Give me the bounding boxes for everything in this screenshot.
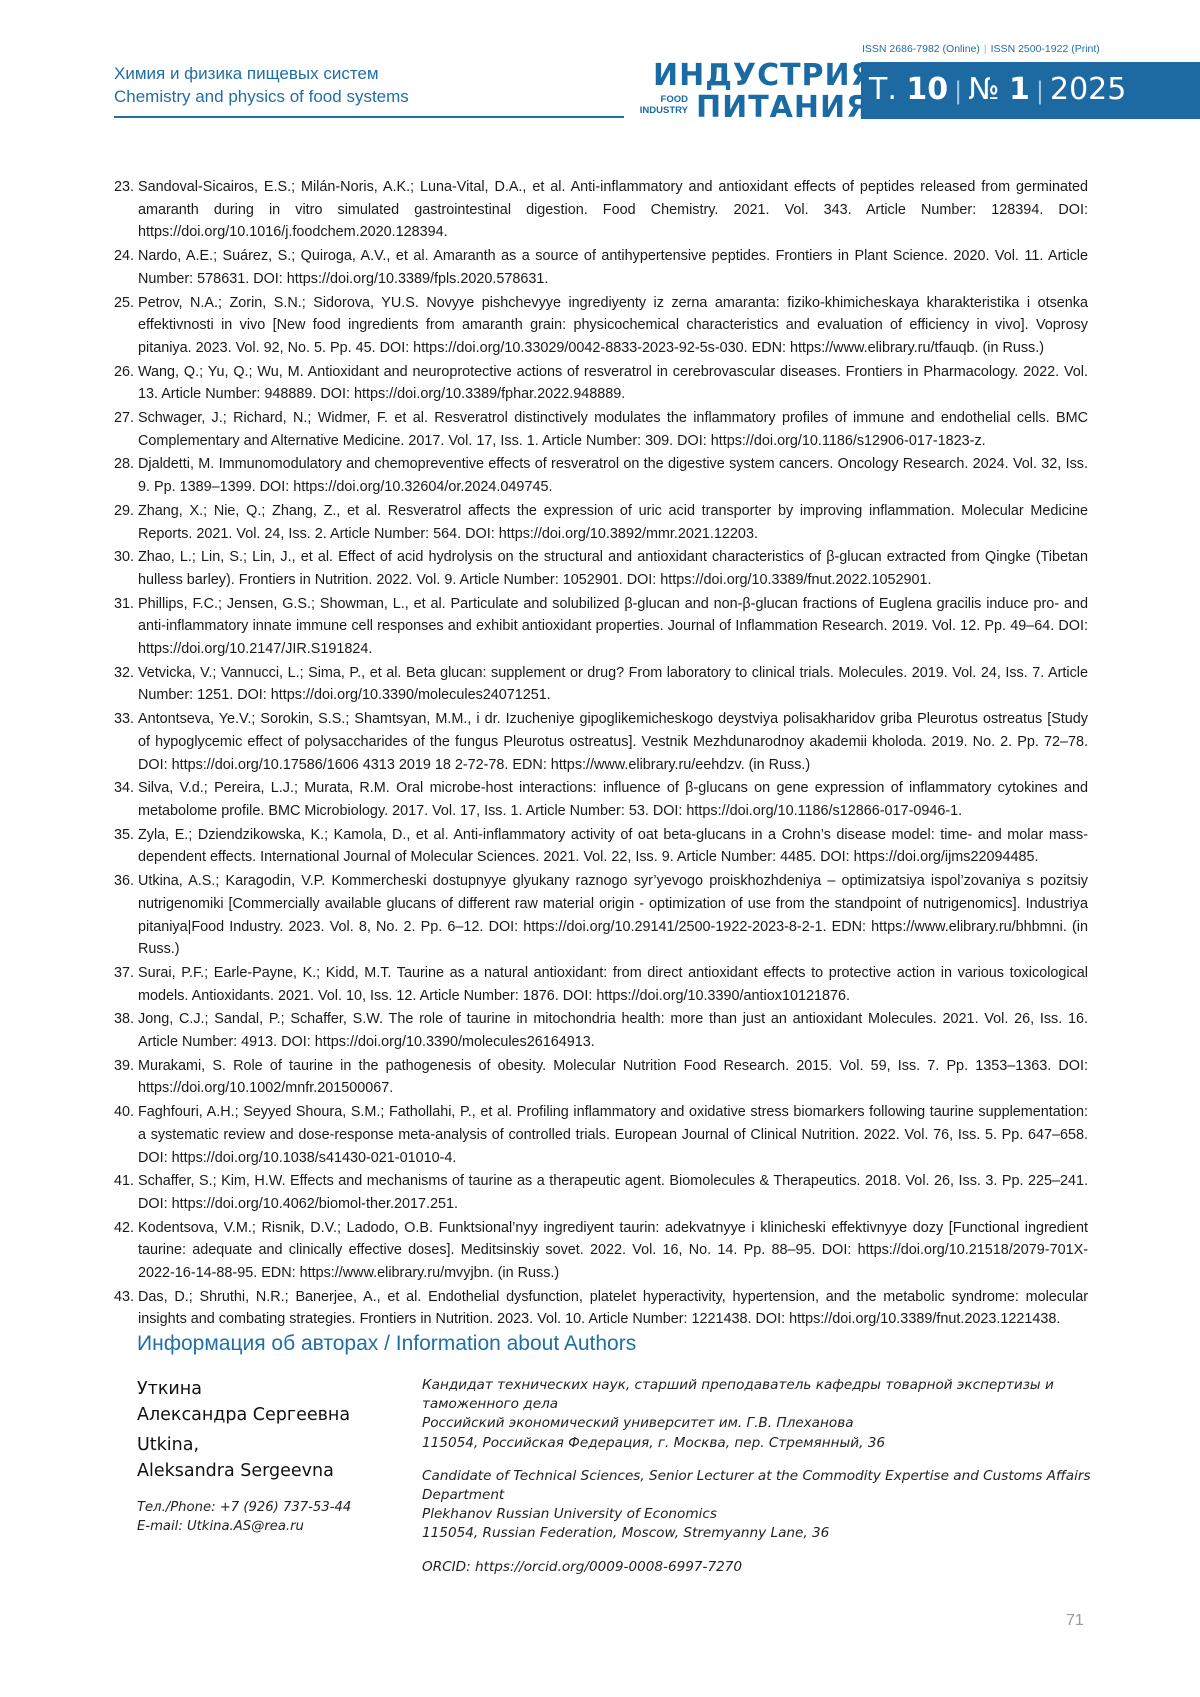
reference-item — [114, 500, 1088, 545]
reference-item — [114, 1286, 1088, 1331]
reference-number: 23. — [114, 176, 134, 199]
volume-label: Т. — [869, 72, 897, 107]
logo-small-1: FOOD — [632, 94, 688, 105]
organization-en: Plekhanov Russian University of Economics — [422, 1506, 717, 1522]
reference-text: Zhang, X.; Nie, Q.; Zhang, Z., et al. Resveratrol affects the expression of uric acid transporter by improving inflammation. Molecular Medicine Reports. 2021. Vol. 24, Iss. 2. Article Number: 564. DOI: https://doi.org/10.3892/mmr.2021.12203. — [138, 503, 1088, 542]
reference-text: Vetvicka, V.; Vannucci, L.; Sima, P., et al. Beta glucan: supplement or drug? From laboratory to clinical trials. Molecules. 2019. Vol. 24, Iss. 7. Article Number: 1251. DOI: https://doi.org/10.3390/molecules24071251. — [138, 665, 1088, 704]
reference-text: Silva, V.d.; Pereira, L.J.; Murata, R.M. Oral microbe-host interactions: influence of β-glucans on gene expression of inflammatory cytokines and metabolome profile. BMC Microbiology. 2017. Vol. 17, Iss. 1. Article Number: 53. DOI: https://doi.org/10.1186/s12866-017-0946-1. — [138, 780, 1088, 819]
address-ru: 115054, Российская Федерация, г. Москва, пер. Стремянный, 36 — [422, 1435, 885, 1451]
reference-item — [114, 292, 1088, 360]
reference-text: Das, D.; Shruthi, N.R.; Banerjee, A., et al. Endothelial dysfunction, platelet hyperactivity, hypertension, and the metabolic syndrome: molecular insights and combating strategies. Frontiers in Nutrition. 2023. Vol. 10. Article Number: 1221438. DOI: https://doi.org/10.3389/fnut.2023.1221438. — [138, 1289, 1088, 1328]
reference-number: 39. — [114, 1055, 134, 1078]
issue-year: 2025 — [1050, 72, 1126, 107]
reference-item — [114, 1170, 1088, 1215]
reference-text: Utkina, A.S.; Karagodin, V.P. Kommercheski dostupnyye glyukany raznogo syr’yevogo proiskhozhdeniya – optimizatsiya ispol’zovaniya s pozitsiy nutrigenomiki [Commercially available glucans of different raw material origin - optimization of use from the standpoint of nutrigenomics]. Industriya pitaniya|Food Industry. 2023. Vol. 8, No. 2. Pp. 6–12. DOI: https://doi.org/10.29141/2500-1922-2023-8-2-1. EDN: https://www.elibrary.ru/bhbmni. (in Russ.) — [138, 873, 1088, 957]
position-en: Candidate of Technical Sciences, Senior Lecturer at the Commodity Expertise and Customs Affairs Department — [422, 1468, 1091, 1503]
author-surname-ru: Уткина — [137, 1376, 417, 1402]
volume-number: 10 — [906, 72, 948, 107]
reference-item — [114, 824, 1088, 869]
issue-separator: | — [954, 77, 962, 105]
author-surname-en: Utkina, — [137, 1432, 417, 1458]
reference-number: 38. — [114, 1008, 134, 1031]
header-rule — [114, 116, 624, 118]
reference-number: 35. — [114, 824, 134, 847]
reference-number: 25. — [114, 292, 134, 315]
year-separator: | — [1036, 77, 1044, 105]
issn-separator: | — [984, 43, 987, 55]
reference-number: 29. — [114, 500, 134, 523]
author-phone: Тел./Phone: +7 (926) 737-53-44 — [137, 1498, 417, 1517]
affiliation-en — [422, 1467, 1102, 1544]
issn-line — [862, 43, 1100, 55]
reference-item — [114, 1217, 1088, 1285]
journal-section-ru: Химия и физика пищевых систем — [114, 62, 409, 85]
reference-text: Djaldetti, M. Immunomodulatory and chemopreventive effects of resveratrol on the digestive system cancers. Oncology Research. 2024. Vol. 32, Iss. 9. Pp. 1389–1399. DOI: https://doi.org/10.32604/or.2024.049745. — [138, 456, 1088, 495]
author-name-ru — [137, 1376, 417, 1428]
reference-number: 28. — [114, 453, 134, 476]
issue-number: 1 — [1009, 72, 1030, 107]
reference-item — [114, 662, 1088, 707]
reference-text: Phillips, F.C.; Jensen, G.S.; Showman, L., et al. Particulate and solubilized β-glucan and non-β-glucan fractions of Euglena gracilis induce pro- and anti-inflammatory innate immune cell responses and exhibit antioxidant properties. Journal of Inflammation Research. 2019. Vol. 12. Pp. 49–64. DOI: https://doi.org/10.2147/JIR.S191824. — [138, 596, 1088, 657]
page-number: 71 — [1066, 1612, 1084, 1630]
reference-number: 24. — [114, 245, 134, 268]
reference-text: Kodentsova, V.M.; Risnik, D.V.; Ladodo, O.B. Funktsional’nyy ingrediyent taurin: adekvatnyye i klinicheski effektivnyye dozy [Functional ingredient taurine: adequate and clinically effective doses]. Meditsinskiy sovet. 2022. Vol. 16, No. 14. Pp. 88–95. DOI: https://doi.org/10.21518/2079-701X-2022-16-14-88-95. EDN: https://www.elibrary.ru/mvyjbn. (in Russ.) — [138, 1220, 1088, 1281]
reference-item — [114, 777, 1088, 822]
organization-ru: Российский экономический университет им. Г.В. Плеханова — [422, 1415, 854, 1431]
issue-badge — [861, 62, 1200, 119]
reference-item — [114, 546, 1088, 591]
reference-number: 33. — [114, 708, 134, 731]
reference-text: Surai, P.F.; Earle-Payne, K.; Kidd, M.T. Taurine as a natural antioxidant: from direct antioxidant effects to protective action in various toxicological models. Antioxidants. 2021. Vol. 10, Iss. 12. Article Number: 1876. DOI: https://doi.org/10.3390/antiox10121876. — [138, 965, 1088, 1004]
issn-online: ISSN 2686-7982 (Online) — [862, 43, 980, 55]
author-contacts — [137, 1498, 417, 1536]
reference-text: Zhao, L.; Lin, S.; Lin, J., et al. Effect of acid hydrolysis on the structural and antioxidant characteristics of β-glucan extracted from Qingke (Tibetan hulless barley). Frontiers in Nutrition. 2022. Vol. 9. Article Number: 1052901. DOI: https://doi.org/10.3389/fnut.2022.1052901. — [138, 549, 1088, 588]
reference-number: 31. — [114, 593, 134, 616]
reference-number: 27. — [114, 407, 134, 430]
reference-number: 34. — [114, 777, 134, 800]
reference-item — [114, 245, 1088, 290]
address-en: 115054, Russian Federation, Moscow, Stremyanny Lane, 36 — [422, 1525, 829, 1541]
issue-info — [869, 72, 1126, 109]
reference-text: Schaffer, S.; Kim, H.W. Effects and mechanisms of taurine as a therapeutic agent. Biomolecules & Therapeutics. 2018. Vol. 26, Iss. 3. Pp. 225–241. DOI: https://doi.org/10.4062/biomol-ther.2017.251. — [138, 1173, 1088, 1212]
reference-number: 37. — [114, 962, 134, 985]
logo-word-2: ПИТАНИЯ — [696, 92, 870, 124]
journal-logo — [630, 60, 860, 126]
affiliation-ru — [422, 1376, 1102, 1453]
journal-section-title — [114, 62, 409, 108]
author-given-ru: Александра Сергеевна — [137, 1402, 417, 1428]
reference-text: Jong, C.J.; Sandal, P.; Schaffer, S.W. The role of taurine in mitochondria health: more than just an antioxidant Molecules. 2021. Vol. 26, Iss. 16. Article Number: 4913. DOI: https://doi.org/10.3390/molecules26164913. — [138, 1011, 1088, 1050]
reference-number: 41. — [114, 1170, 134, 1193]
reference-number: 26. — [114, 361, 134, 384]
reference-text: Wang, Q.; Yu, Q.; Wu, M. Antioxidant and neuroprotective actions of resveratrol in cerebrovascular diseases. Frontiers in Pharmacology. 2022. Vol. 13. Article Number: 948889. DOI: https://doi.org/10.3389/fphar.2022.948889. — [138, 364, 1088, 403]
position-ru: Кандидат технических наук, старший преподаватель кафедры товарной экспертизы и таможенного дела — [422, 1377, 1054, 1412]
issue-label: № — [968, 72, 999, 107]
author-given-en: Aleksandra Sergeevna — [137, 1458, 417, 1484]
reference-text: Schwager, J.; Richard, N.; Widmer, F. et al. Resveratrol distinctively modulates the inflammatory profiles of immune and endothelial cells. BMC Complementary and Alternative Medicine. 2017. Vol. 17, Iss. 1. Article Number: 309. DOI: https://doi.org/10.1186/s12906-017-1823-z. — [138, 410, 1088, 449]
reference-item — [114, 453, 1088, 498]
reference-text: Zyla, E.; Dziendzikowska, K.; Kamola, D., et al. Anti-inflammatory activity of oat beta-glucans in a Crohn’s disease model: time- and molar mass-dependent effects. International Journal of Molecular Sciences. 2021. Vol. 22, Iss. 9. Article Number: 4485. DOI: https://doi.org/ijms22094485. — [138, 827, 1088, 866]
author-orcid: ORCID: https://orcid.org/0009-0008-6997-7270 — [422, 1558, 1102, 1577]
reference-number: 43. — [114, 1286, 134, 1309]
author-affiliation — [422, 1376, 1102, 1591]
author-identity — [137, 1376, 417, 1536]
reference-number: 42. — [114, 1217, 134, 1240]
issn-print: ISSN 2500-1922 (Print) — [991, 43, 1100, 55]
reference-item — [114, 708, 1088, 776]
reference-item — [114, 1008, 1088, 1053]
journal-section-en: Chemistry and physics of food systems — [114, 85, 409, 108]
reference-number: 36. — [114, 870, 134, 893]
reference-list — [114, 176, 1088, 1332]
logo-word-1: ИНДУСТРИЯ — [653, 60, 875, 92]
reference-number: 30. — [114, 546, 134, 569]
reference-text: Nardo, A.E.; Suárez, S.; Quiroga, A.V., et al. Amaranth as a source of antihypertensive peptides. Frontiers in Plant Science. 2020. Vol. 11. Article Number: 578631. DOI: https://doi.org/10.3389/fpls.2020.578631. — [138, 248, 1088, 287]
author-email: E-mail: Utkina.AS@rea.ru — [137, 1517, 417, 1536]
reference-item — [114, 962, 1088, 1007]
logo-small-2: INDUSTRY — [632, 105, 688, 116]
reference-item — [114, 361, 1088, 406]
reference-item — [114, 593, 1088, 661]
reference-text: Faghfouri, A.H.; Seyyed Shoura, S.M.; Fathollahi, P., et al. Profiling inflammatory and oxidative stress biomarkers following taurine supplementation: a systematic review and dose-response meta-analysis of controlled trials. European Journal of Clinical Nutrition. 2022. Vol. 76, Iss. 5. Pp. 647–658. DOI: https://doi.org/10.1038/s41430-021-01010-4. — [138, 1104, 1088, 1165]
author-name-en — [137, 1432, 417, 1484]
reference-text: Antontseva, Ye.V.; Sorokin, S.S.; Shamtsyan, M.M., i dr. Izucheniye gipoglikemicheskogo deystviya polisakharidov griba Pleurotus ostreatus [Study of hypoglycemic effect of polysaccharides of the fungus Pleurotus ostreatus]. Vestnik Mezhdunarodnoy akademii kholoda. 2019. No. 2. Pp. 72–78. DOI: https://doi.org/10.17586/1606 4313 2019 18 2-72-78. EDN: https://www.elibrary.ru/eehdzv. (in Russ.) — [138, 711, 1088, 772]
reference-number: 32. — [114, 662, 134, 685]
reference-item — [114, 870, 1088, 961]
reference-item — [114, 407, 1088, 452]
reference-number: 40. — [114, 1101, 134, 1124]
reference-item — [114, 1101, 1088, 1169]
reference-text: Murakami, S. Role of taurine in the pathogenesis of obesity. Molecular Nutrition Food Research. 2015. Vol. 59, Iss. 7. Pp. 1353–1363. DOI: https://doi.org/10.1002/mnfr.201500067. — [138, 1058, 1088, 1097]
reference-item — [114, 176, 1088, 244]
reference-text: Petrov, N.A.; Zorin, S.N.; Sidorova, YU.S. Novyye pishchevyye ingrediyenty iz zerna amaranta: fiziko-khimicheskaya kharakteristika i otsenka effektivnosti in vivo [New food ingredients from amaranth grain: physicochemical characteristics and evaluation of efficiency in vivo]. Voprosy pitaniya. 2023. Vol. 92, No. 5. Pp. 45. DOI: https://doi.org/10.33029/0042-8833-2023-92-5s-030. EDN: https://www.elibrary.ru/tfauqb. (in Russ.) — [138, 295, 1088, 356]
page-header — [0, 0, 1200, 130]
logo-small-text — [632, 94, 688, 116]
reference-item — [114, 1055, 1088, 1100]
reference-text: Sandoval-Sicairos, E.S.; Milán-Noris, A.K.; Luna-Vital, D.A., et al. Anti-inflammatory and antioxidant effects of peptides released from germinated amaranth during in vitro simulated gastrointestinal digestion. Food Chemistry. 2021. Vol. 343. Article Number: 128394. DOI: https://doi.org/10.1016/j.foodchem.2020.128394. — [138, 179, 1088, 240]
authors-section-title: Информация об авторах / Information about Authors — [137, 1332, 636, 1356]
